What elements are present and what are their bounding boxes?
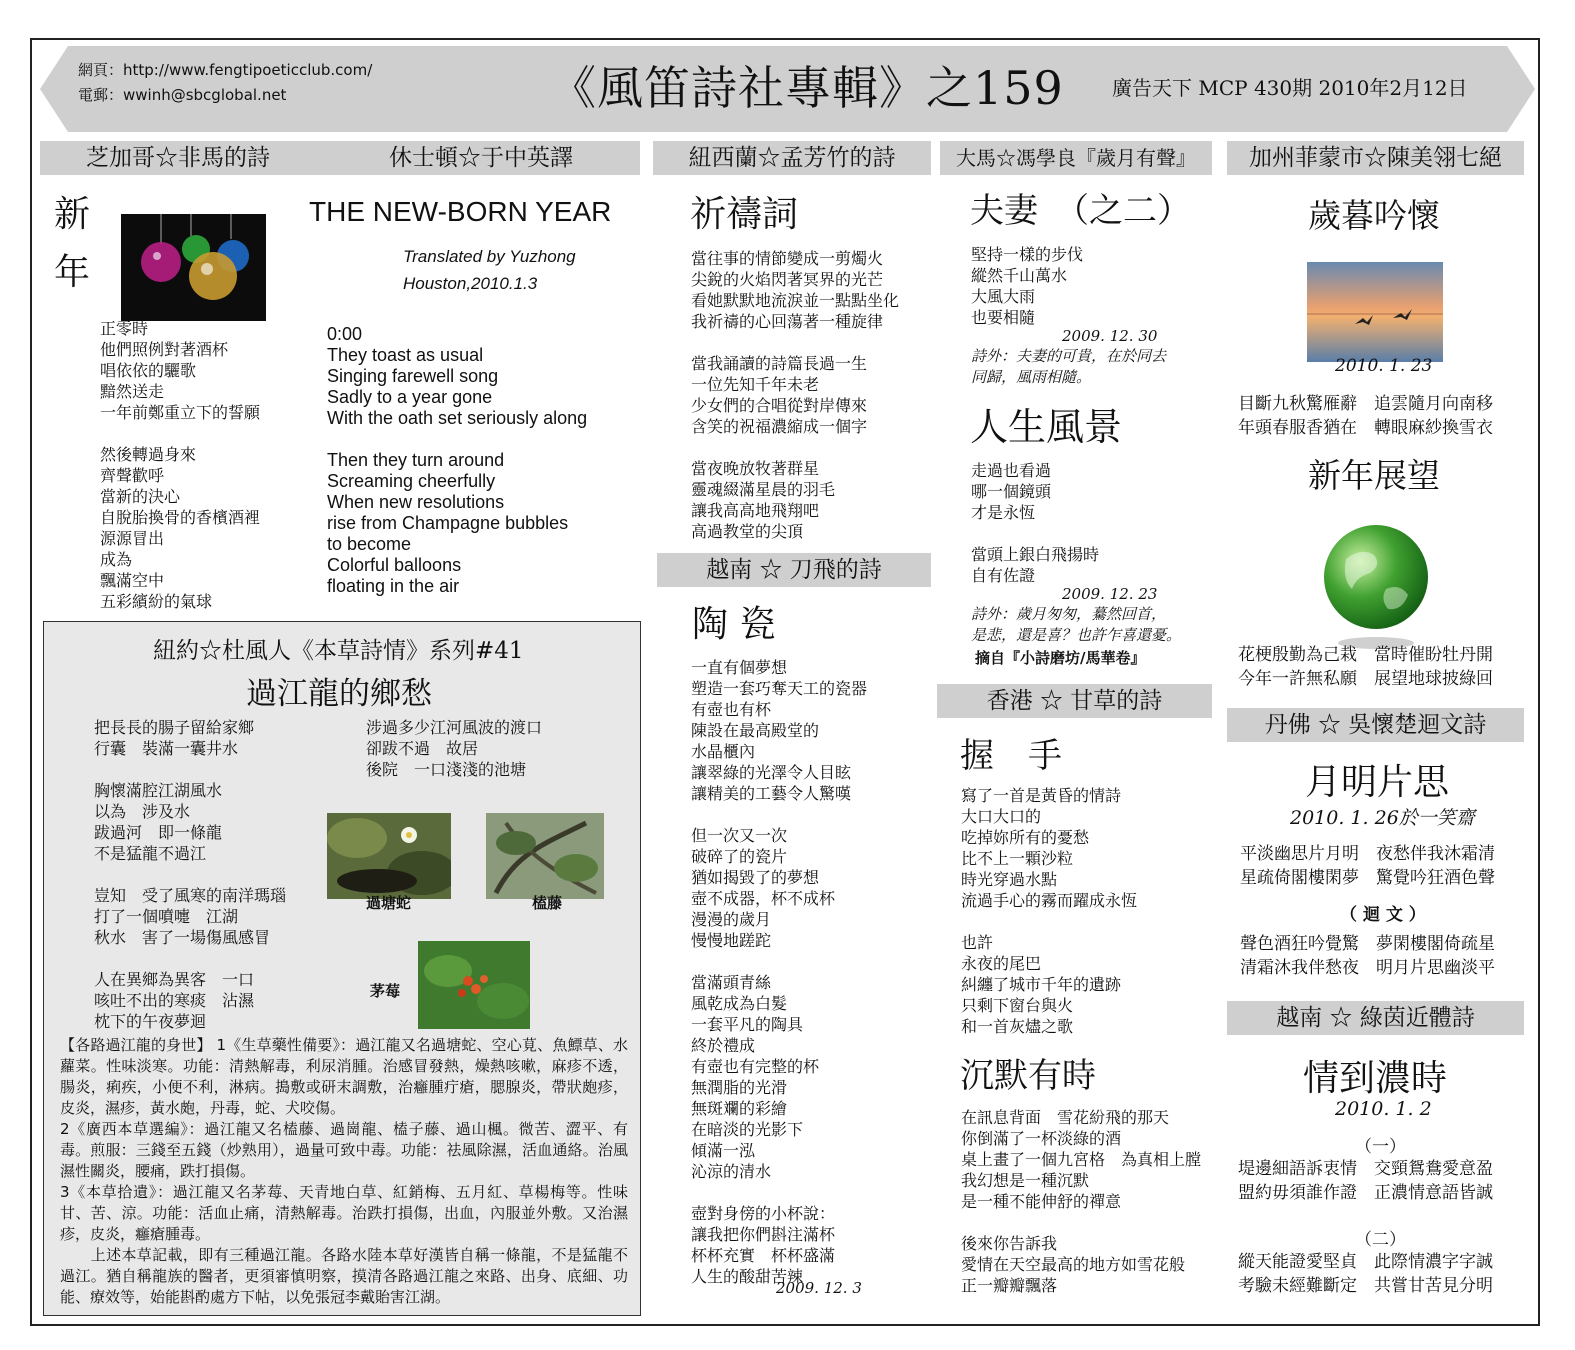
poem-title-qidaoci: 祈禱詞 — [690, 194, 799, 235]
poem-rensheng: 走過也看過 哪一個鏡頭 才是永恆 當頭上銀白飛揚時 自有佐證 — [971, 461, 1100, 585]
herb-poem-left: 把長長的腸子留給家鄉 行囊 裝滿一囊井水 胸懷滿腔江湖風水 以為 涉及水 跋過河 即一條龍 不是猛龍不過江 豈知 受了風寒的南洋瑪瑙 打了一個噴嚏 江湖 秋水 害了一場傷風感冒 人在異鄉為異客 一口 咳吐不出的寒痰 沾濕 枕下的午夜夢迴 — [94, 718, 287, 1031]
herb-poem-right: 涉過多少江河風波的渡口 卻跋不過 故居 後院 一口淺淺的池塘 — [366, 718, 543, 779]
contact-info — [78, 58, 372, 108]
poem-taoci: 一直有個夢想 塑造一套巧奪天工的瓷器 有壺也有杯 陳設在最高殿堂的 水晶櫃內 讓翠綠的光澤令人目眩 讓精美的工藝令人驚嘆 但一次又一次 破碎了的瓷片 猶如揭毀了的夢想 壺不成器，杯不成杯 漫漫的歲月 慢慢地蹉跎 當滿頭青絲 風乾成為白髮 一套平凡的陶具 終於禮成 有壺也有完整的杯 無潤脂的光滑 無斑斕的彩繪 在暗淡的光影下 傾滿一泓 沁涼的清水 壺對身傍的小杯說： 讓我把你們斟注滿杯 杯杯充實 杯杯盛滿 人生的酸甜苦辣 — [691, 658, 868, 1286]
section-two-label: （二） — [1355, 1230, 1406, 1250]
poem-suimu-date: 2010. 1. 23 — [1335, 356, 1433, 376]
herb-series-heading: 紐約☆杜風人《本草詩情》系列#41 — [153, 638, 524, 664]
heading-lvyin: 越南 ☆ 綠茵近體詩 — [1227, 1001, 1524, 1035]
herb-notes: 【各路過江龍的身世】 1《生草藥性備要》：過江龍又名過塘蛇、空心莧、魚鰾草、水蘿菜。性味淡寒。功能：清熱解毒，利尿消腫。治感冒發熱，燥熱咳嗽，麻疹不透，腸炎，痢疾，小便不利，淋病。搗敷或研末調敷，治癰腫疔瘡，腮腺炎，帶狀皰疹，皮炎，濕疹，黃水皰，丹毒，蛇、犬咬傷。 2《廣西本草選編》：過江龍又名榼藤、過崗龍、榼子藤、過山楓。微苦、澀平、有毒。煎服：三錢至五錢（炒熟用），過量可致中毒。功能：祛風除濕，活血通絡。治風濕性關炎，腰痛，跌打損傷。 3《本草拾遺》：過江龍又名茅莓、天青地白草、紅銷梅、五月紅、草楊梅等。性味甘、苦、涼。功能：活血止痛，清熱解毒。治跌打損傷，出血，內服並外敷。又治濕疹，皮炎，癰瘡腫毒。 上述本草記載，即有三種過江龍。各路水陸本草好漢皆自稱一條龍，不是猛龍不過江。猶自稱龍族的醫者，更須審慎明察，摸清各路過江龍之來路、出身、底細、功能、療效等，始能斟酌處方下帖，以免張冠李戴貽害江湖。 — [60, 1036, 628, 1306]
heading-feima: 芝加哥☆非馬的詩 — [86, 145, 270, 171]
section-one-label: （一） — [1355, 1137, 1406, 1157]
poem-yueming: 平淡幽思片月明 夜愁伴我沐霜清 星疏倚閣樓閑夢 驚覺吟狂酒色聲 — [1240, 844, 1495, 888]
poem-title-nian: 年 — [54, 252, 91, 293]
poem-rensheng-date: 2009. 12. 23 — [1062, 585, 1158, 603]
herb-image-3 — [418, 922, 530, 1048]
poem-taoci-date: 2009. 12. 3 — [776, 1279, 862, 1297]
herb-caption-3: 茅莓 — [370, 982, 401, 1000]
herb-caption-1: 過塘蛇 — [366, 894, 412, 912]
heading-gancao: 香港 ☆ 甘草的詩 — [937, 684, 1212, 718]
poem-title-woshou: 握 手 — [960, 736, 1062, 776]
poem-english-text: 0:00 They toast as usual Singing farewell song Sadly to a year gone With the oath set seriously along Then they turn around Screaming cheerfully When new resolutions rise from Champagne bubbles to become Colorful balloons floating in the air — [327, 324, 588, 596]
poem-qingdao-date: 2010. 1. 2 — [1335, 1098, 1432, 1120]
heading-wuhuaichu: 丹佛 ☆ 吳懷楚迴文詩 — [1227, 708, 1524, 742]
poem-title-rensheng: 人生風景 — [970, 405, 1123, 449]
translator-credit: Translated by Yuzhong — [403, 247, 576, 266]
poem-qingdao-1: 堤邊細語訴衷情 交頸鴛鴦愛意盈 盟約毋須誰作證 正濃情意語皆誠 — [1238, 1159, 1493, 1203]
poem-qidaoci: 當往事的情節變成一剪燭火 尖銳的火焰閃著冥界的光芒 看她默默地流淚並一點點坐化 我祈禱的心回蕩著一種旋律 當我誦讀的詩篇長過一生 一位先知千年未老 少女們的合唱從對岸傳來 含笑的祝福濃縮成一個字 當夜晚放牧著群星 靈魂綴滿星晨的羽毛 讓我高高地飛翔吧 高過教堂的尖頂 — [691, 249, 900, 541]
poem-title-qingdao: 情到濃時 — [1303, 1058, 1448, 1099]
herb-poem-title: 過江龍的鄉愁 — [246, 676, 432, 712]
poem-rensheng-source: 摘自『小詩磨坊/馬華卷』 — [975, 649, 1146, 667]
poem-fuqi-comment: 詩外：夫妻的可貴，在於同去 同歸，風雨相隨。 — [971, 347, 1167, 386]
english-title: THE NEW-BORN YEAR — [309, 196, 612, 227]
poem-title-fuqi: 夫妻 （之二） — [970, 191, 1191, 231]
poem-fuqi-date: 2009. 12. 30 — [1062, 327, 1158, 345]
section-heading-col1 — [40, 141, 640, 175]
poem-title-suimu: 歲暮吟懷 — [1308, 196, 1440, 235]
heading-daofei: 越南 ☆ 刀飛的詩 — [657, 553, 931, 587]
poem-fuqi: 堅持一樣的步伐 縱然千山萬水 大風大雨 也要相隨 — [971, 245, 1084, 327]
page-title: 《風笛詩社專輯》之159 — [550, 61, 1064, 115]
poem-xinnian-chinese: 正零時 他們照例對著酒杯 唱依依的驪歌 黯然送走 一年前鄭重立下的誓願 然後轉過身來 齊聲歡呼 當新的決心 自脫胎換骨的香檳酒裡 源源冒出 成為 飄滿空中 五彩繽紛的氣球 — [100, 319, 261, 611]
heading-yuzhong: 休士頓☆于中英譯 — [389, 145, 573, 171]
poem-yueming-date: 2010. 1. 26於一笑齋 — [1290, 807, 1475, 829]
issue-info: 廣告天下 MCP 430期 2010年2月12日 — [1112, 76, 1468, 100]
poem-yueming-huiwen: 聲色酒狂吟覺驚 夢閑樓閣倚疏星 清霜沐我伴愁夜 明月片思幽淡平 — [1240, 934, 1495, 978]
heading-meng: 紐西蘭☆孟芳竹的詩 — [653, 141, 931, 175]
poem-rensheng-comment: 詩外：歲月匆匆，驀然回首， 是悲，還是喜？也許乍喜還憂。 — [971, 605, 1182, 644]
poem-title-yueming: 月明片思 — [1305, 762, 1450, 803]
poem-suimu: 目斷九秋驚雁辭 追雲隨月向南移 年頭春服香猶在 轉眼麻紗換雪衣 — [1238, 394, 1493, 438]
poem-xinnianzhanwang: 花梗殷勤為己栽 當時催盼牡丹開 今年一許無私願 展望地球披綠回 — [1238, 645, 1493, 689]
huiwen-label: （ 迴 文 ） — [1340, 905, 1426, 925]
heading-fengxueliang: 大馬☆馮學良『歲月有聲』 — [940, 141, 1212, 175]
poem-title-xin: 新 — [54, 194, 91, 235]
poem-qingdao-2: 縱天能證愛堅貞 此際情濃字字誠 考驗未經難斷定 共嘗甘苦見分明 — [1238, 1252, 1493, 1296]
poem-title-xinnianzhanwang: 新年展望 — [1308, 456, 1440, 495]
herb-caption-2: 榼藤 — [532, 894, 563, 912]
poem-title-chenmo: 沉默有時 — [960, 1056, 1096, 1096]
poem-title-taoci: 陶 瓷 — [692, 604, 776, 645]
translation-place-date: Houston,2010.1.3 — [403, 274, 538, 293]
poem-chenmo: 在訊息背面 雪花紛飛的那天 你倒滿了一杯淡綠的酒 桌上畫了一個九宮格 為真相上膛 我幻想是一種沉默 是一種不能伸舒的禪意 後來你告訴我 愛情在天空最高的地方如雪花般 正一瓣瓣飄落 — [961, 1108, 1202, 1295]
email-link[interactable]: 電郵：wwinh@sbcglobal.net — [78, 86, 287, 104]
website-link[interactable]: 網頁：http://www.fengtipoeticclub.com/ — [78, 61, 373, 79]
poem-woshou: 寫了一首是黃昏的情詩 大口大口的 吃掉妳所有的憂愁 比不上一顆沙粒 時光穿過水點 流過手心的霧而躍成永恆 也許 永夜的尾巴 糾纏了城市千年的遺跡 只剩下窗台與火 和一首灰燼之歌 — [961, 786, 1138, 1036]
heading-chenmeiling: 加州菲蒙市☆陳美翎七絕 — [1227, 141, 1524, 175]
